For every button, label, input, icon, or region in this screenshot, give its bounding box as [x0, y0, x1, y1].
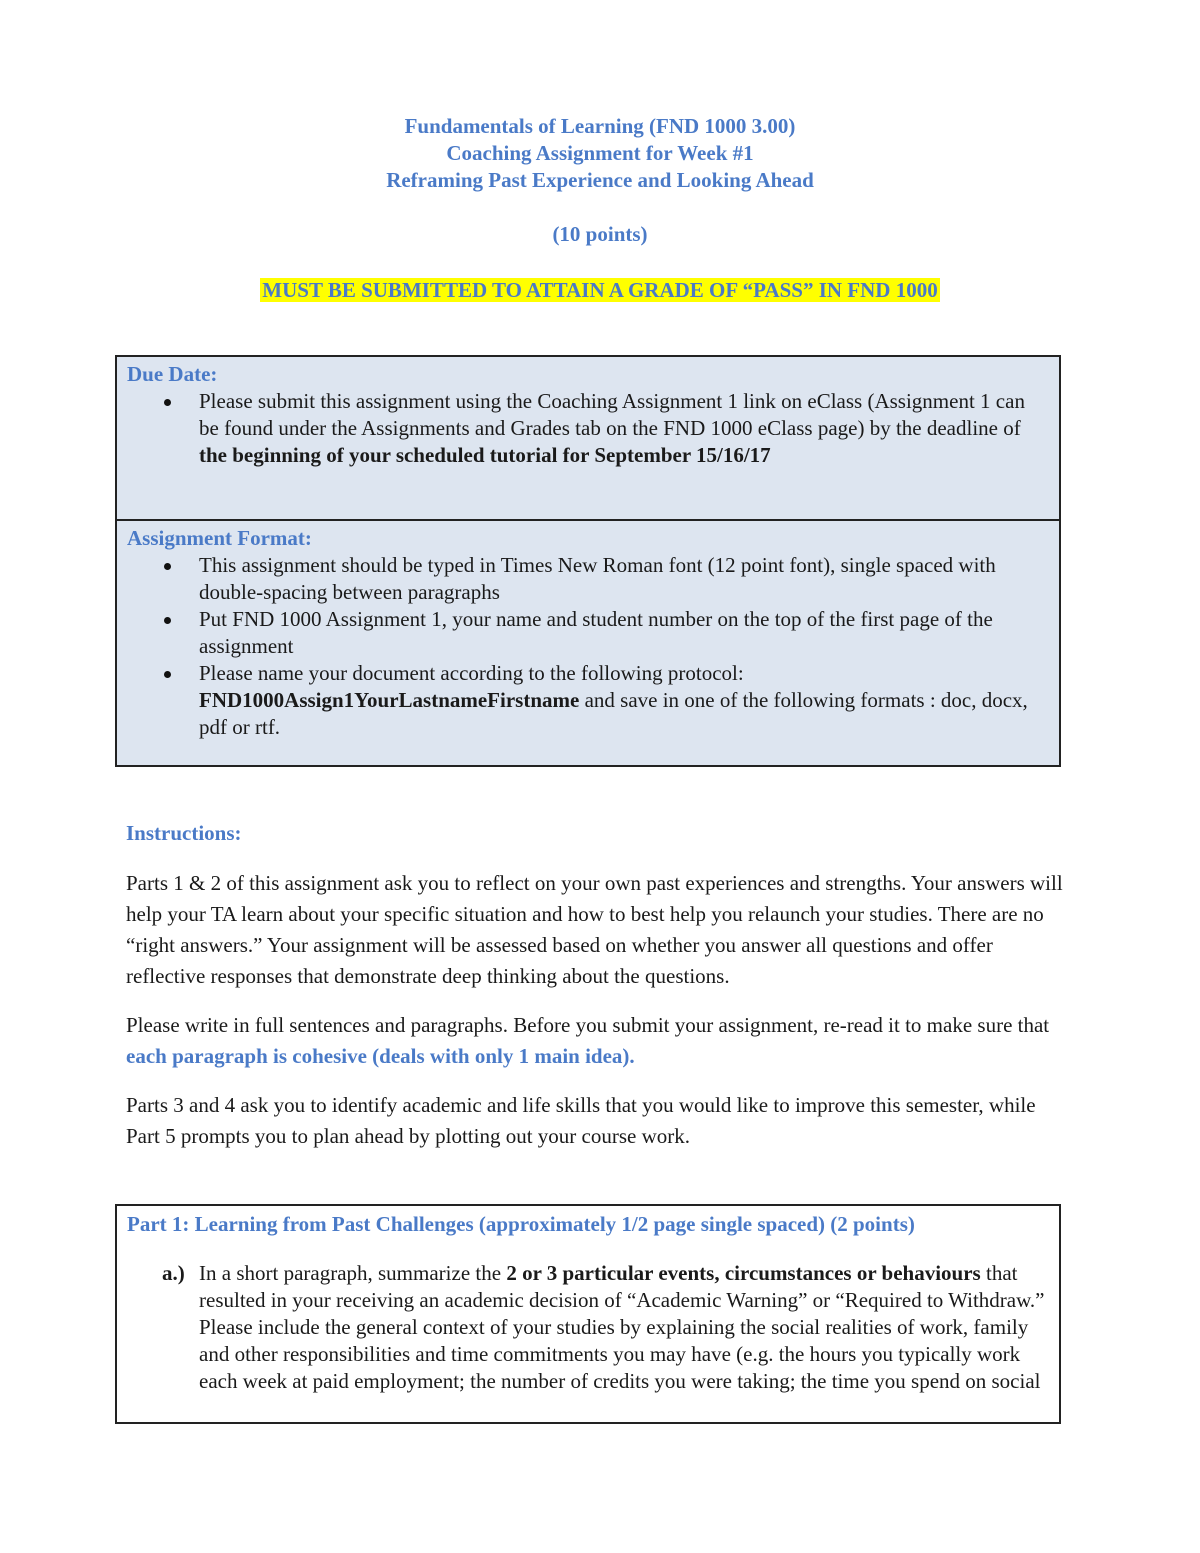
format-item-text: This assignment should be typed in Times New Roman font (12 point font), single spaced with double-spacing between paragraphs [199, 553, 996, 604]
format-item-text: and save in one of the following formats : doc, docx, pdf or rtf. [199, 688, 1028, 739]
paragraph-text: Please write in full sentences and paragraphs. Before you submit your assignment, re-read it to make sure that [126, 1013, 1050, 1037]
item-text: In a short paragraph, summarize the [199, 1261, 507, 1285]
list-item [127, 552, 1049, 606]
course-title: Fundamentals of Learning (FND 1000 3.00) [404, 114, 796, 138]
document-title-block [0, 113, 1200, 248]
emphasis-text: each paragraph is cohesive (deals with only 1 main idea). [126, 1044, 635, 1068]
format-item-text: Please name your document according to the following protocol: [199, 661, 744, 685]
part1-heading: Part 1: Learning from Past Challenges (approximately 1/2 page single spaced) (2 points) [127, 1212, 915, 1236]
format-list [127, 552, 1049, 741]
list-item [127, 660, 1049, 741]
list-item [127, 1260, 1049, 1395]
list-item [127, 388, 1049, 469]
instructions-paragraph: Parts 1 & 2 of this assignment ask you to reflect on your own past experiences and strengths. Your answers will help your TA learn about your specific situation and how to best help you relaunch your studies. There are no “right answers.” Your assignment will be assessed based on whether you answer all questions and offer reflective responses that demonstrate deep thinking about the questions. [126, 871, 1063, 988]
item-marker: a.) [162, 1261, 185, 1285]
bullet-icon [164, 399, 171, 406]
instructions-section [126, 818, 1066, 1170]
format-item-text: Put FND 1000 Assignment 1, your name and student number on the top of the first page of the assignment [199, 607, 993, 658]
instructions-paragraph: Parts 3 and 4 ask you to identify academic and life skills that you would like to improve this semester, while Part 5 prompts you to plan ahead by plotting out your course work. [126, 1093, 1036, 1148]
assignment-title: Coaching Assignment for Week #1 [446, 141, 754, 165]
assignment-subtitle: Reframing Past Experience and Looking Ahead [386, 168, 814, 192]
bullet-icon [164, 563, 171, 570]
due-date-cell [117, 357, 1059, 521]
highlighted-notice-text: MUST BE SUBMITTED TO ATTAIN A GRADE OF “PASS” IN FND 1000 [262, 278, 938, 302]
item-emphasis: 2 or 3 particular events, circumstances or behaviours [506, 1261, 981, 1285]
bullet-icon [164, 617, 171, 624]
points-value: (10 points) [552, 222, 648, 246]
submission-notice [0, 278, 1200, 303]
file-name-protocol: FND1000Assign1YourLastnameFirstname [199, 688, 580, 712]
bullet-icon [164, 671, 171, 678]
item-text: that resulted in your receiving an academic decision of “Academic Warning” or “Required to Withdraw.” Please include the general context of your studies by explaining the social realities of work, family and other responsibilities and time commitments you may have (e.g. the hours you typically work each week at paid employment; the number of credits you were taking; the time you spend on social [199, 1261, 1045, 1393]
list-item [127, 606, 1049, 660]
instructions-heading: Instructions: [126, 821, 242, 845]
assignment-format-cell [117, 521, 1059, 765]
instructions-paragraph [126, 1010, 1066, 1072]
due-date-list [127, 388, 1049, 469]
due-date-heading: Due Date: [127, 362, 218, 386]
due-date-deadline: the beginning of your scheduled tutorial for September 15/16/17 [199, 443, 771, 467]
assignment-format-heading: Assignment Format: [127, 526, 312, 550]
due-date-text: Please submit this assignment using the Coaching Assignment 1 link on eClass (Assignment 1 can be found under the Assignments and Grades tab on the FND 1000 eClass page) by the deadline of [199, 389, 1025, 440]
part1-box [115, 1204, 1061, 1424]
assignment-info-table [115, 355, 1061, 767]
